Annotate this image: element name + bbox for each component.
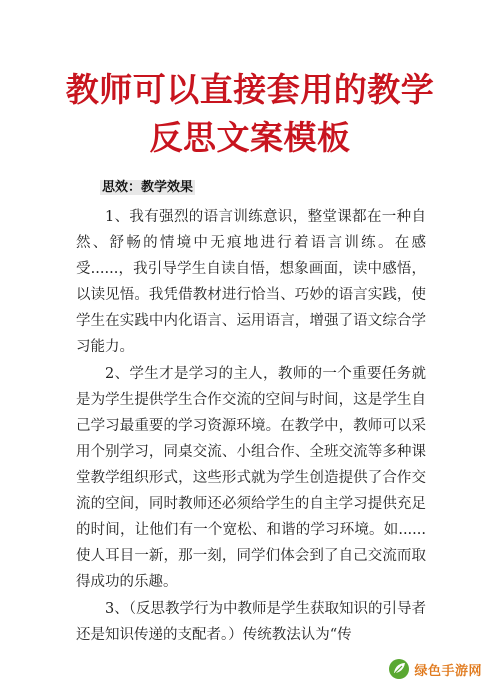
watermark-text: 绿色手游网 [414, 663, 482, 679]
section-heading [100, 180, 195, 196]
paragraph-3: 3、（反思教学行为中教师是学生获取知识的引导者还是知识传递的支配者。）传统教法认为“传 [76, 601, 426, 643]
section-heading-text: 思效：教学效果 [102, 180, 194, 195]
site-watermark-logo [385, 654, 488, 684]
paragraph-1: 1、我有强烈的语言训练意识，整堂课都在一种自然、舒畅的情境中无痕地进行着语言训练。在感受......，我引导学生自读自悟，想象画面，读中感悟，以读见悟。我凭借教材进行恰当、巧妙的语言实践，使学生在实践中内化语言、运用语言，增强了语文综合学习能力。 [76, 209, 426, 355]
leaf-logo-icon [388, 658, 410, 680]
document-body [76, 204, 426, 648]
paragraph-2: 2、学生才是学习的主人，教师的一个重要任务就是为学生提供学生合作交流的空间与时间，这是学生自己学习最重要的学习资源环境。在教学中，教师可以采用个别学习，同桌交流、小组合作、全班交流等多种课堂教学组织形式，这些形式就为学生创造提供了合作交流的空间，同时教师还必须给学生的自主学习提供充足的时间，让他们有一个宽松、和谐的学习环境。如......使人耳目一新，那一刻，同学们体会到了自己交流而取得成功的乐趣。 [76, 366, 426, 590]
document-title-line-1: 教师可以直接套用的教学 [65, 70, 435, 109]
document-title-line-2: 反思文案模板 [149, 118, 351, 157]
